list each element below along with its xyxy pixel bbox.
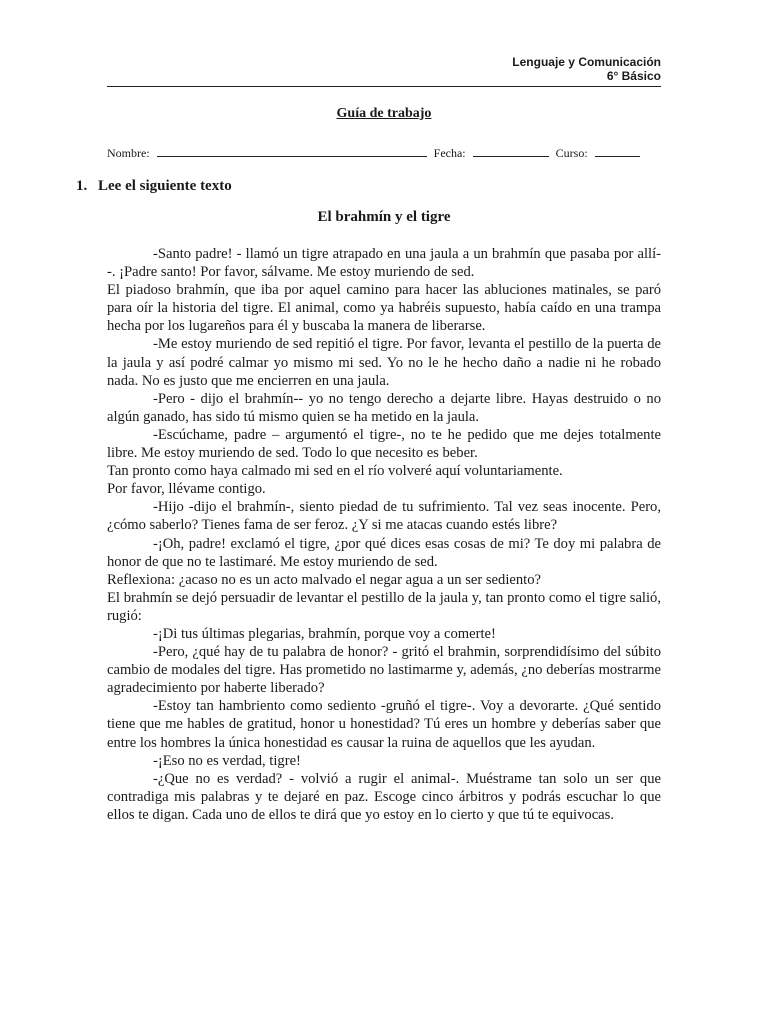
story-paragraph: Por favor, llévame contigo. (107, 481, 266, 498)
story-paragraph: Tan pronto como haya calmado mi sed en el río volveré aquí voluntariamente. (107, 463, 563, 480)
story-paragraph: -¡Di tus últimas plegarias, brahmín, porque voy a comerte! (153, 625, 496, 642)
story-paragraph: El piadoso brahmín, que iba por aquel camino para hacer las abluciones matinales, se paró para oír la historia del tigre. El animal, como ya habréis supuesto, había caído en una trampa hecha por los lugareños para él y buscaba la manera de liberarse. (107, 282, 661, 335)
story-paragraph: -Pero - dijo el brahmín-- yo no tengo derecho a dejarte libre. Hayas destruido o no algún ganado, has sido tú mismo quien se ha metido en la jaula. (107, 390, 661, 425)
story-title: El brahmín y el tigre (317, 209, 451, 225)
question-text: Lee el siguiente texto (98, 178, 232, 194)
story-paragraph: -Pero, ¿qué hay de tu palabra de honor? - gritó el brahmin, sorprendidísimo del súbito cambio de modales del tigre. Has prometido no lastimarme y, además, ¿no deberías mostrarme agradecimiento por haberte liberado? (107, 644, 661, 697)
story-paragraph: -Hijo -dijo el brahmín-, siento piedad de tu sufrimiento. Tal vez seas inocente. Pero, ¿cómo saberlo? Tienes fama de ser feroz. ¿Y si me atacas cuando estés libre? (107, 499, 661, 534)
question-number: 1. (76, 178, 88, 194)
story-paragraph: -Escúchame, padre – argumentó el tigre-, no te he pedido que me dejes totalmente libre. Me estoy muriendo de sed. Todo lo que necesito es beber. (107, 426, 661, 462)
story-paragraph: -Santo padre! - llamó un tigre atrapado en una jaula a un brahmín que pasaba por allí--. ¡Padre santo! Por favor, sálvame. Me estoy muriendo de sed. (107, 246, 661, 281)
story-body (107, 245, 661, 824)
story-paragraph: El brahmín se dejó persuadir de levantar el pestillo de la jaula y, tan pronto como el tigre salió, rugió: (107, 589, 661, 624)
subject-label: Lenguaje y Comunicación (512, 55, 661, 69)
story-paragraph: -¡Oh, padre! exclamó el tigre, ¿por qué dices esas cosas de mi? Te doy mi palabra de honor de que no te lastimaré. Me estoy muriendo de sed. (107, 535, 661, 570)
story-paragraph: Reflexiona: ¿acaso no es un acto malvado el negar agua a un ser sediento? (107, 571, 541, 588)
course-blank (595, 144, 640, 157)
date-label: Fecha: (433, 146, 466, 160)
story-paragraph: -¡Eso no es verdad, tigre! (153, 752, 301, 769)
name-label: Nombre: (107, 146, 150, 160)
grade-label: 6° Básico (606, 69, 661, 83)
story-paragraph: -Me estoy muriendo de sed repitió el tigre. Por favor, levanta el pestillo de la puerta de la jaula y así podré calmar yo mismo mi sed. Yo no le he hecho daño a nadie ni he robado nada. No es justo que me encierren en una jaula. (107, 336, 661, 389)
header-course-info (512, 55, 661, 83)
story-paragraph: -Estoy tan hambriento como sediento -gruñó el tigre-. Voy a devorarte. ¿Qué sentido tiene que me hables de gratitud, honor u honestidad? Tú eres un hombre y deberías saber que entre los hombres la única honestidad es causar la ruina de aquellos que les ayudan. (107, 698, 661, 751)
page-title: Guía de trabajo (336, 106, 432, 121)
name-blank (157, 144, 427, 157)
course-label: Curso: (555, 146, 588, 160)
header-divider (107, 86, 661, 87)
student-info-form (107, 144, 640, 161)
question-1 (76, 178, 232, 195)
story-paragraph: -¿Que no es verdad? - volvió a rugir el animal-. Muéstrame tan solo un ser que contradiga mis palabras y te dejaré en paz. Escoge cinco árbitros y podrás escuchar lo que ellos te digan. Cada uno de ellos te dirá que yo estoy en lo cierto y que tú te equivocas. (107, 770, 661, 823)
date-blank (473, 144, 549, 157)
